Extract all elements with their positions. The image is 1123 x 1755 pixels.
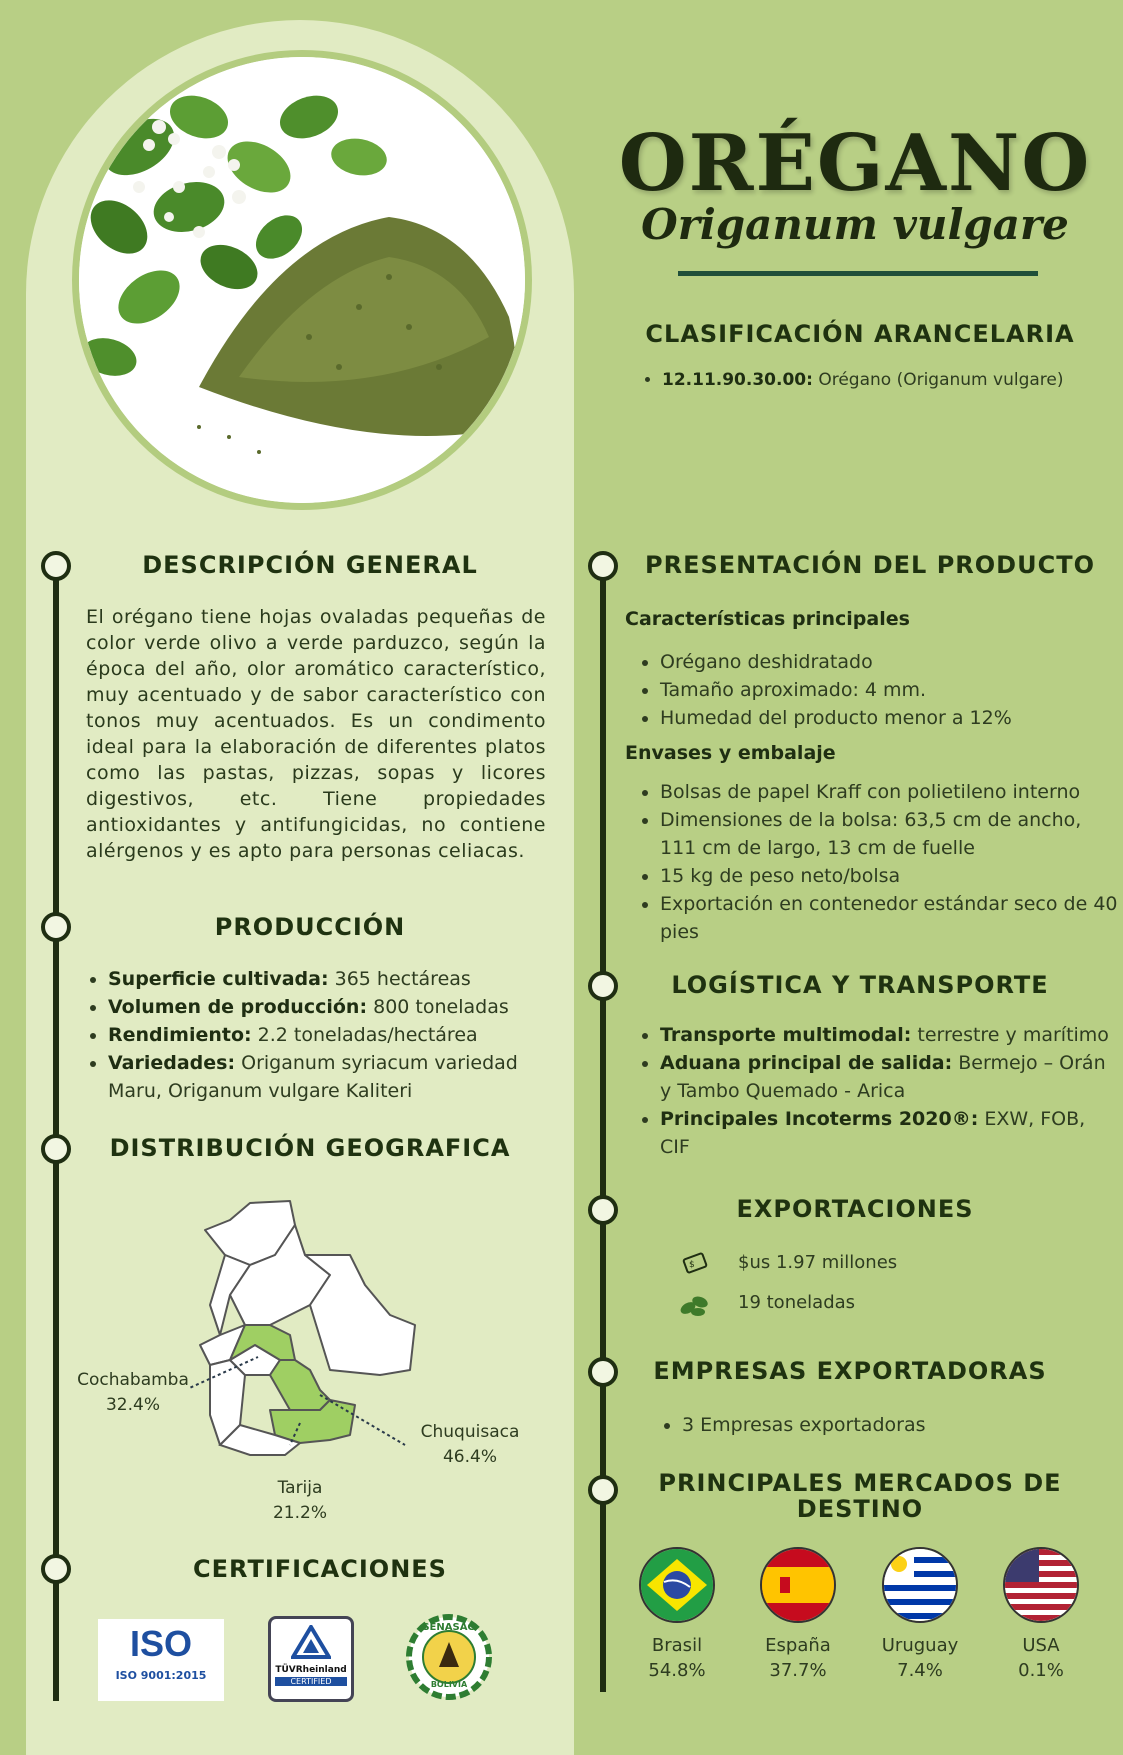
list-item: • Transporte multimodal: terrestre y marítimo [660, 1021, 1120, 1049]
map-label-cochabamba: Cochabamba 32.4% [77, 1370, 189, 1415]
companies-title: EMPRESAS EXPORTADORAS [653, 1357, 1047, 1385]
exports-value: $us 1.97 millones [738, 1252, 898, 1273]
uruguay-flag-icon [882, 1547, 958, 1623]
list-item: • Principales Incoterms 2020®: EXW, FOB, CIF [660, 1105, 1120, 1161]
exports-volume: 19 toneladas [738, 1292, 856, 1313]
classification-list [640, 366, 1123, 394]
timeline-dot [588, 971, 618, 1001]
tuv-logo: TÜVRheinland CERTIFIED [268, 1616, 354, 1702]
svg-text:$: $ [689, 1260, 695, 1270]
scientific-name: Origanum vulgare [641, 200, 1069, 249]
market-brasil: Brasil 54.8% [648, 1635, 706, 1681]
usa-flag-icon [1003, 1547, 1079, 1623]
list-item: • Rendimiento: 2.2 toneladas/hectárea [108, 1021, 568, 1049]
exports-title: EXPORTACIONES [736, 1195, 974, 1223]
timeline-dot [588, 551, 618, 581]
oregano-photo [72, 50, 532, 510]
leaf-icon [678, 1290, 712, 1320]
list-item: • Orégano deshidratado [660, 648, 1123, 676]
list-item: • Exportación en contenedor estándar seco de 40 pies [660, 890, 1120, 946]
market-espana: España 37.7% [765, 1635, 831, 1681]
list-item: • Dimensiones de la bolsa: 63,5 cm de ancho, 111 cm de largo, 13 cm de fuelle [660, 806, 1120, 862]
timeline-dot [588, 1357, 618, 1387]
list-item: • Bolsas de papel Kraff con polietileno interno [660, 778, 1120, 806]
title-divider [678, 271, 1038, 276]
production-list [86, 965, 568, 1105]
map-label-chuquisaca: Chuquisaca 46.4% [420, 1422, 520, 1467]
market-usa: USA 0.1% [1018, 1635, 1064, 1681]
characteristics-list [638, 648, 1123, 732]
list-item: • 15 kg de peso neto/bolsa [660, 862, 1120, 890]
classification-title: CLASIFICACIÓN ARANCELARIA [645, 320, 1075, 348]
map-label-tarija: Tarija 21.2% [272, 1478, 327, 1523]
presentation-title: PRESENTACIÓN DEL PRODUCTO [645, 551, 1095, 579]
list-item: • 3 Empresas exportadoras [682, 1411, 1082, 1439]
distribution-title: DISTRIBUCIÓN GEOGRAFICA [109, 1134, 511, 1162]
list-item: • Aduana principal de salida: Bermejo – Orán y Tambo Quemado - Arica [660, 1049, 1120, 1105]
presentation-subtitle: Características principales [625, 608, 910, 630]
timeline-dot [41, 1134, 71, 1164]
list-item: • Variedades: Origanum syriacum variedad Maru, Origanum vulgare Kaliteri [108, 1049, 568, 1105]
market-uruguay: Uruguay 7.4% [881, 1635, 959, 1681]
timeline-dot [41, 912, 71, 942]
page-title: ORÉGANO [618, 118, 1092, 209]
timeline-dot [588, 1475, 618, 1505]
markets-title: PRINCIPALES MERCADOS DE DESTINO [658, 1469, 1062, 1523]
packaging-list [638, 778, 1120, 946]
logistics-title: LOGÍSTICA Y TRANSPORTE [671, 971, 1049, 999]
spain-flag-icon [760, 1547, 836, 1623]
list-item: • Superficie cultivada: 365 hectáreas [108, 965, 568, 993]
timeline-dot [41, 1554, 71, 1584]
iso-logo: ISO ISO 9001:2015 [98, 1619, 224, 1701]
right-timeline [600, 566, 606, 1692]
companies-list [660, 1411, 1082, 1439]
list-item: • Volumen de producción: 800 toneladas [108, 993, 568, 1021]
certifications-title: CERTIFICACIONES [193, 1555, 447, 1583]
senasag-logo: SENASAG BOLIVIA [404, 1612, 494, 1702]
brazil-flag-icon [639, 1547, 715, 1623]
production-title: PRODUCCIÓN [214, 913, 406, 941]
logistics-list [638, 1021, 1120, 1161]
list-item: • Tamaño aproximado: 4 mm. [660, 676, 1123, 704]
timeline-dot [41, 551, 71, 581]
list-item: • 12.11.90.30.00: Orégano (Origanum vulgare) [662, 366, 1123, 394]
description-text: El orégano tiene hojas ovaladas pequeñas de color verde olivo a verde parduzco, según la época del año, olor aromático característico, muy acentuado y de sabor característico con tonos muy acentuados. Es un condimento ideal para la elaboración de diferentes platos como las pastas, pizzas, sopas y licores digestivos, etc. Tiene propiedades antioxidantes y antifungicidas, no contiene alérgenos y es apto para personas celiacas. [86, 606, 546, 862]
description-title: DESCRIPCIÓN GENERAL [142, 551, 478, 579]
timeline-dot [588, 1195, 618, 1225]
packaging-subtitle: Envases y embalaje [625, 742, 836, 764]
money-icon [680, 1250, 710, 1280]
list-item: • Humedad del producto menor a 12% [660, 704, 1123, 732]
